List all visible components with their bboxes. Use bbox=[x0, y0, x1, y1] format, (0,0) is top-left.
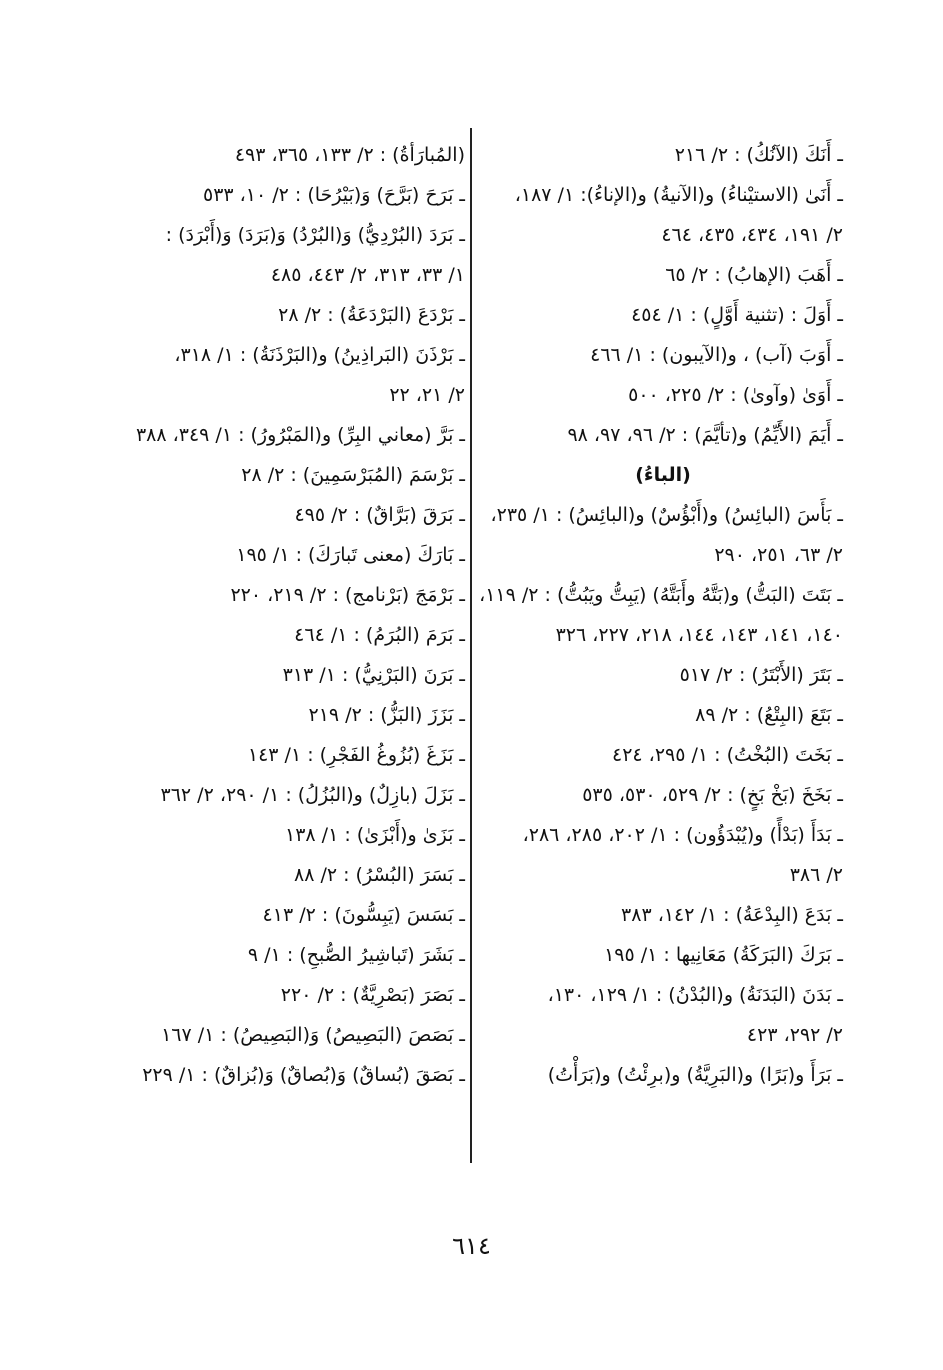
index-entry: ـ بَخَخَ (بَخْ بَخٍ) : ٢/ ٥٢٩، ٥٣٠، ٥٣٥ bbox=[582, 784, 843, 806]
index-entry: ـ أَهَبَ (الإهابُ) : ٢/ ٦٥ bbox=[665, 264, 843, 286]
index-entry-continuation: ٢/ ٢١، ٢٢ bbox=[389, 384, 465, 406]
index-entry-continuation: ٢/ ١٩١، ٤٣٤، ٤٣٥، ٤٦٤ bbox=[661, 224, 843, 246]
index-entry: ـ بَرْسَمَ (المُبَرْسَمِينَ) : ٢/ ٢٨ bbox=[241, 464, 465, 486]
index-entry: ـ بَتَتَ (البَتُّ) و(بَتَّهُ وأَبَتَّهُ) (يَبِتُّ ويَبُتُّ) : ٢/ ١١٩، bbox=[479, 584, 843, 606]
index-entry: ـ بَدَنَ (البَدَنَةُ) و(البُدْنُ) : ١/ ١٢٩، ١٣٠، bbox=[547, 984, 843, 1006]
index-entry: ـ بَخَتَ (البُخْتُ) : ١/ ٢٩٥، ٤٢٤ bbox=[612, 744, 843, 766]
index-entry: ـ بَرَكَ (البَرَكَةُ) مَعَانِيها : ١/ ١٩٥ bbox=[604, 944, 843, 966]
section-heading: (الباءُ) bbox=[635, 464, 691, 486]
index-entry: ـ أَيَمَ (الأَيِّمُ) و(تأيَّمَ) : ٢/ ٩٦، ٩٧، ٩٨ bbox=[567, 424, 843, 446]
index-entry: ـ بَزَىٰ و(أَبْزَىٰ) : ١/ ١٣٨ bbox=[285, 824, 465, 846]
index-entry: ـ أَوَىٰ (وآوىٰ) : ٢/ ٢٢٥، ٥٠٠ bbox=[628, 384, 843, 406]
index-entry: ـ بَرَمَ (البُرَمُ) : ١/ ٤٦٤ bbox=[294, 624, 465, 646]
page-number: ٦١٤ bbox=[452, 1232, 491, 1260]
right-column bbox=[479, 135, 843, 1095]
index-entry: ـ بَرْذَنَ (البَراذِينُ) و(البَرْذَنَةُ) : ١/ ٣١٨، bbox=[174, 344, 465, 366]
index-entry-continuation: ١٤٠، ١٤١، ١٤٣، ١٤٤، ٢١٨، ٢٢٧، ٣٢٦ bbox=[555, 624, 843, 646]
index-entry: ـ بَرَقَ (بَرَّاقٌ) : ٢/ ٤٩٥ bbox=[294, 504, 465, 526]
index-entry: ـ بَرْدَعَ (البَرْدَعَةُ) : ٢/ ٢٨ bbox=[278, 304, 465, 326]
index-entry: ـ بَرَحَ (بَرَّحَ) وَ(بَيْرُحَا) : ٢/ ١٠، ٥٣٣ bbox=[203, 184, 465, 206]
index-entry: ـ بَرَّ (معاني البِرِّ) و(المَبْرُورُ) : ١/ ٣٤٩، ٣٨٨ bbox=[135, 424, 465, 446]
index-entry: ـ أَوَلَ : (تثنية أَوَّلٍ) : ١/ ٤٥٤ bbox=[631, 304, 843, 326]
index-entry: ـ أَنَىٰ (الاستيْناءُ) و(الآنيةُ) و(الإناءُ): ١/ ١٨٧، bbox=[514, 184, 843, 206]
column-divider bbox=[470, 128, 472, 1163]
index-entry: ـ بَدَأَ (بَدْأً) و(يُبْدَؤُون) : ١/ ٢٠٢، ٢٨٥، ٢٨٦، bbox=[522, 824, 843, 846]
index-entry-continuation: ١/ ٣٣، ٣١٣، ٢/ ٤٤٣، ٤٨٥ bbox=[270, 264, 465, 286]
index-entry: ـ بَزَلَ (بازِلٌ) و(البُزُلُ) : ١/ ٢٩٠، ٢/ ٣٦٢ bbox=[160, 784, 465, 806]
index-entry: ـ بَزَغَ (بُزُوغُ الفَجْرِ) : ١/ ١٤٣ bbox=[247, 744, 465, 766]
index-entry: ـ بَتَعَ (البِتْعُ) : ٢/ ٨٩ bbox=[695, 704, 843, 726]
index-entry: ـ أَوَبَ (آب) ، و(الآيبون) : ١/ ٤٦٦ bbox=[590, 344, 843, 366]
index-entry: ـ بَرَدَ (البُرْدِيُّ) وَ(البُرْدُ) وَ(بَرَدَ) وَ(أَبْرَدَ) : bbox=[165, 224, 465, 246]
index-entry-continuation: ٢/ ٦٣، ٢٥١، ٢٩٠ bbox=[714, 544, 843, 566]
index-entry: ـ بَتَرَ (الأَبْتَرُ) : ٢/ ٥١٧ bbox=[679, 664, 843, 686]
index-entry: ـ بَرَأَ و(بَرًا) و(البَرِيَّةُ) و(برِئْتُ) و(بَرَأْتُ) bbox=[547, 1064, 843, 1086]
index-entry: ـ بَصَقَ (بُساقٌ) وَ(بُصاقٌ) وَ(بُزاقٌ) : ١/ ٢٢٩ bbox=[142, 1064, 465, 1086]
index-entry: ـ بَصَرَ (بَصْرِيَّةٌ) : ٢/ ٢٢٠ bbox=[280, 984, 465, 1006]
left-column bbox=[95, 135, 465, 1095]
index-entry: ـ بَأَسَ (البائِسُ) و(أَبْؤُسٌ) و(البائِسُ) : ١/ ٢٣٥، bbox=[490, 504, 843, 526]
index-entry: ـ بَسَسَ (يَبِسُّونَ) : ٢/ ٤١٣ bbox=[262, 904, 465, 926]
index-entry: ـ أَنَكَ (الآنُكُ) : ٢/ ٢١٦ bbox=[674, 144, 843, 166]
index-entry: ـ بَسَرَ (البُسْرُ) : ٢/ ٨٨ bbox=[293, 864, 465, 886]
index-entry: ـ بَدَعَ (البِدْعَةُ) : ١/ ١٤٢، ٣٨٣ bbox=[621, 904, 843, 926]
index-entry: ـ بَزَزَ (البَزُّ) : ٢/ ٢١٩ bbox=[308, 704, 465, 726]
index-entry: ـ بَصَصَ (البَصِيصُ) وَ(البَصِيصُ) : ١/ ١٦٧ bbox=[161, 1024, 465, 1046]
index-entry-continuation: ٢/ ٣٨٦ bbox=[789, 864, 843, 886]
index-entry-continuation: ٢/ ٢٩٢، ٤٢٣ bbox=[746, 1024, 843, 1046]
index-entry-continuation: (المُبارَأةُ) : ٢/ ١٣٣، ٣٦٥، ٤٩٣ bbox=[234, 144, 465, 166]
index-entry: ـ بَرْمَجَ (بَرْنامج) : ٢/ ٢١٩، ٢٢٠ bbox=[230, 584, 465, 606]
index-entry: ـ بَرَنَ (البَرْنِيُّ) : ١/ ٣١٣ bbox=[282, 664, 465, 686]
index-entry: ـ بَارَكَ (معنى تَبارَكَ) : ١/ ١٩٥ bbox=[236, 544, 465, 566]
index-entry: ـ بَشَرَ (تَباشِيرُ الصُّبحِ) : ١/ ٩ bbox=[247, 944, 465, 966]
